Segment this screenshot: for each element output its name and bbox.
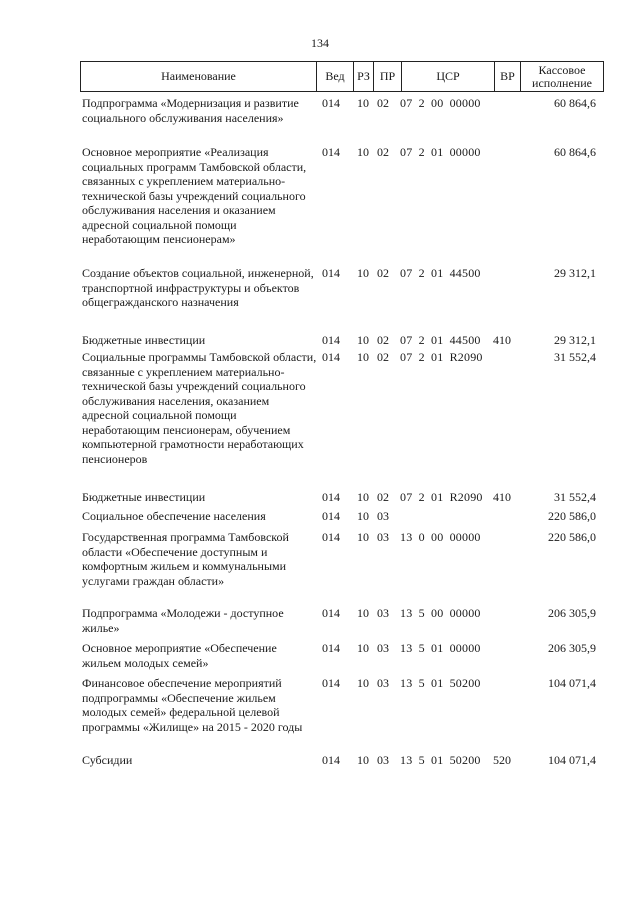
row-rz: 10 [357, 606, 369, 620]
row-sum: 60 864,6 [554, 96, 596, 110]
table-header [80, 61, 604, 92]
row-csr: 13 5 01 50200 [400, 676, 481, 690]
row-rz: 10 [357, 145, 369, 159]
row-csr: 13 5 00 00000 [400, 606, 481, 620]
row-name: Бюджетные инвестиции [82, 490, 206, 504]
row-rz: 10 [357, 753, 369, 767]
row-sum: 104 071,4 [548, 676, 596, 690]
row-sum: 104 071,4 [548, 753, 596, 767]
row-ved: 014 [322, 509, 340, 523]
row-ved: 014 [322, 753, 340, 767]
header-sum: Кассовое исполнение [532, 62, 592, 90]
row-vr: 410 [493, 490, 511, 504]
row-vr: 410 [493, 333, 511, 347]
row-sum: 206 305,9 [548, 606, 596, 620]
row-csr: 07 2 01 44500 [400, 333, 481, 347]
row-rz: 10 [357, 530, 369, 544]
row-name: Социальные программы Тамбовской области, связанные с укреплением материально-технической базы учреждений социального обслуживания населения, оказанием адресной социальной помощи неработающим пенсионерам, обучением компьютерной грамотности неработающих пенсионеров [82, 350, 317, 466]
row-ved: 014 [322, 96, 340, 110]
header-pr: ПР [374, 62, 402, 91]
row-name: Субсидии [82, 753, 133, 767]
row-ved: 014 [322, 606, 340, 620]
row-vr: 520 [493, 753, 511, 767]
row-ved: 014 [322, 350, 340, 364]
row-name: Создание объектов социальной, инженерной, транспортной инфраструктуры и объектов общегражданского назначения [82, 266, 314, 309]
row-csr: 07 2 00 00000 [400, 96, 481, 110]
row-ved: 014 [322, 145, 340, 159]
row-rz: 10 [357, 333, 369, 347]
row-name: Основное мероприятие «Обеспечение жильем молодых семей» [82, 641, 277, 670]
row-sum: 29 312,1 [554, 266, 596, 280]
row-sum: 29 312,1 [554, 333, 596, 347]
header-csr: ЦСР [402, 62, 495, 91]
header-name: Наименование [81, 62, 317, 91]
row-sum: 31 552,4 [554, 350, 596, 364]
row-csr: 07 2 01 44500 [400, 266, 481, 280]
row-name: Государственная программа Тамбовской области «Обеспечение доступным и комфортным жильем и коммунальными услугами граждан области» [82, 530, 289, 588]
row-pr: 02 [377, 266, 389, 280]
row-pr: 03 [377, 606, 389, 620]
row-rz: 10 [357, 641, 369, 655]
row-ved: 014 [322, 490, 340, 504]
row-pr: 02 [377, 96, 389, 110]
row-rz: 10 [357, 676, 369, 690]
row-rz: 10 [357, 490, 369, 504]
row-ved: 014 [322, 676, 340, 690]
row-name: Основное мероприятие «Реализация социальных программ Тамбовской области, связанных с укреплением материально-технической базы учреждений социального обслуживания населения и оказанием адресной социальной помощи неработающим пенсионерам» [82, 145, 307, 246]
row-pr: 02 [377, 350, 389, 364]
row-ved: 014 [322, 641, 340, 655]
header-ved: Вед [317, 62, 354, 91]
row-pr: 02 [377, 490, 389, 504]
row-rz: 10 [357, 509, 369, 523]
row-sum: 220 586,0 [548, 509, 596, 523]
row-rz: 10 [357, 266, 369, 280]
row-name: Социальное обеспечение населения [82, 509, 266, 523]
row-name: Подпрограмма «Молодежи - доступное жилье» [82, 606, 284, 635]
row-ved: 014 [322, 530, 340, 544]
header-vr: ВР [495, 62, 521, 91]
row-rz: 10 [357, 350, 369, 364]
row-name: Финансовое обеспечение мероприятий подпрограммы «Обеспечение жильем молодых семей» федеральной целевой программы «Жилище» на 2015 - 2020 годы [82, 676, 303, 734]
row-csr: 13 5 01 00000 [400, 641, 481, 655]
page-number: 134 [311, 36, 329, 50]
row-pr: 03 [377, 676, 389, 690]
row-sum: 31 552,4 [554, 490, 596, 504]
row-csr: 13 5 01 50200 [400, 753, 481, 767]
row-pr: 03 [377, 509, 389, 523]
row-pr: 03 [377, 753, 389, 767]
row-csr: 07 2 01 00000 [400, 145, 481, 159]
row-name: Бюджетные инвестиции [82, 333, 206, 347]
row-pr: 02 [377, 145, 389, 159]
row-name: Подпрограмма «Модернизация и развитие социального обслуживания населения» [82, 96, 299, 125]
row-rz: 10 [357, 96, 369, 110]
row-sum: 60 864,6 [554, 145, 596, 159]
row-ved: 014 [322, 266, 340, 280]
row-sum: 206 305,9 [548, 641, 596, 655]
row-pr: 02 [377, 333, 389, 347]
row-pr: 03 [377, 641, 389, 655]
row-sum: 220 586,0 [548, 530, 596, 544]
row-ved: 014 [322, 333, 340, 347]
header-rz: РЗ [354, 62, 374, 91]
row-csr: 07 2 01 R2090 [400, 350, 483, 364]
row-csr: 07 2 01 R2090 [400, 490, 483, 504]
row-csr: 13 0 00 00000 [400, 530, 481, 544]
row-pr: 03 [377, 530, 389, 544]
